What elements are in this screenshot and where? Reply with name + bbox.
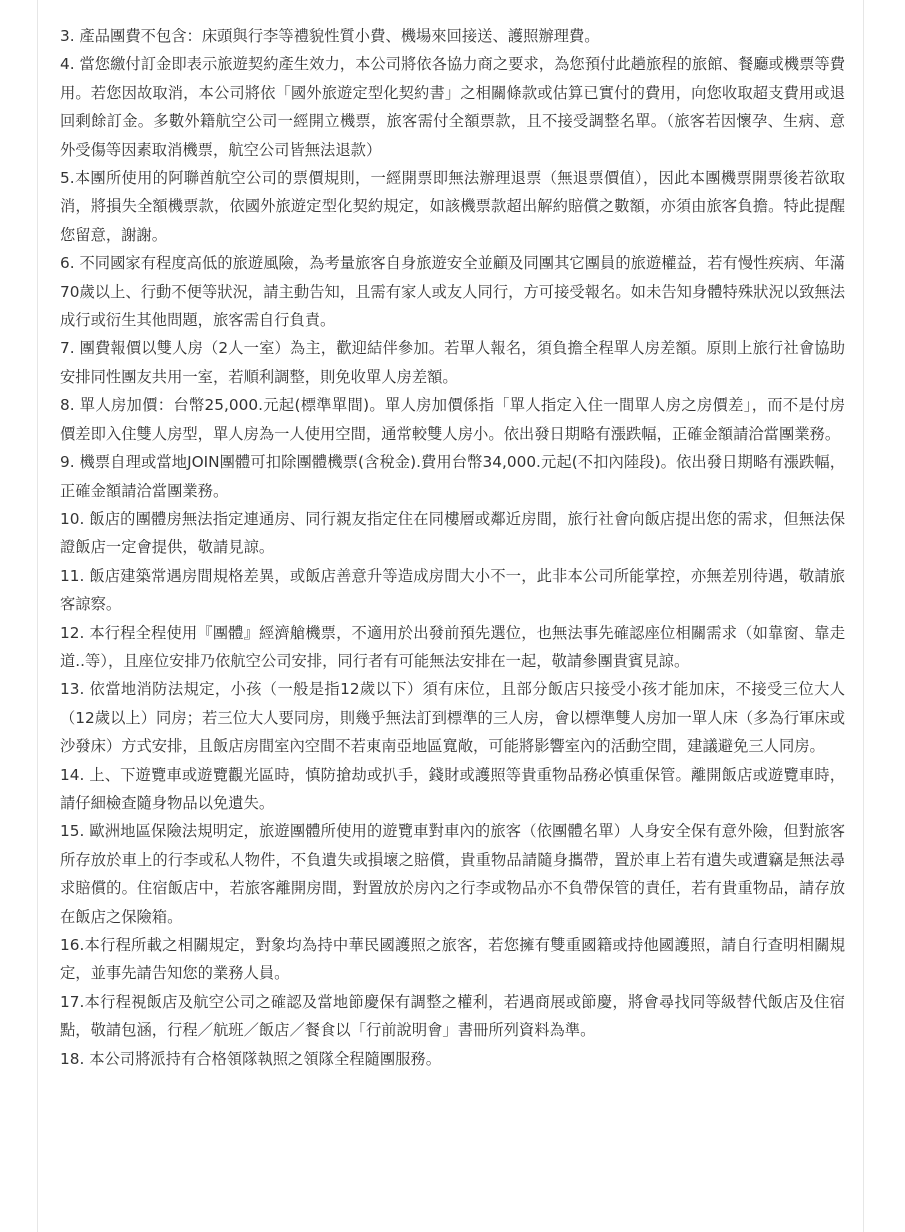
note-item-9: 9. 機票自理或當地JOIN團體可扣除團體機票(含稅金).費用台幣34,000.元起(不扣內陸段)。依出發日期略有漲跌幅，正確金額請洽當團業務。: [60, 453, 845, 500]
note-item-16: 16.本行程所載之相關規定，對象均為持中華民國護照之旅客，若您擁有雙重國籍或持他國護照，請自行查明相關規定，並事先請告知您的業務人員。: [60, 936, 845, 983]
note-item-11: 11. 飯店建築常遇房間規格差異，或飯店善意升等造成房間大小不一，此非本公司所能掌控，亦無差別待遇，敬請旅客諒察。: [60, 566, 845, 614]
note-item-14: 14. 上、下遊覽車或遊覽觀光區時，慎防搶劫或扒手，錢財或護照等貴重物品務必慎重保管。離開飯店或遊覽車時，請仔細檢查隨身物品以免遺失。: [60, 765, 845, 812]
note-item-3: 3. 產品團費不包含：床頭與行李等禮貌性質小費、機場來回接送、護照辦理費。: [60, 27, 600, 45]
note-item-15: 15. 歐洲地區保險法規明定，旅遊團體所使用的遊覽車對車內的旅客（依團體名單）人身安全保有意外險，但對旅客所存放於車上的行李或私人物件，不負遺失或損壞之賠償，貴重物品請隨身攜帶，置於車上若有遺失或遭竊是無法尋求賠償的。住宿飯店中，若旅客離開房間，對置放於房內之行李或物品亦不負帶保管的責任，若有貴重物品，請存放在飯店之保險箱。: [60, 822, 845, 926]
note-item-6: 6. 不同國家有程度高低的旅遊風險，為考量旅客自身旅遊安全並顧及同團其它團員的旅遊權益，若有慢性疾病、年滿70歲以上、行動不便等狀況，請主動告知，且需有家人或友人同行，方可接受報名。如未告知身體特殊狀況以致無法成行或衍生其他問題，旅客需自行負責。: [60, 254, 845, 330]
note-item-4: 4. 當您繳付訂金即表示旅遊契約產生效力，本公司將依各協力商之要求，為您預付此趟旅程的旅館、餐廳或機票等費用。若您因故取消，本公司將依「國外旅遊定型化契約書」之相關條款或估算已實付的費用，向您收取超支費用或退回剩餘訂金。多數外籍航空公司一經開立機票，旅客需付全額票款，且不接受調整名單。（旅客若因懷孕、生病、意外受傷等因素取消機票，航空公司皆無法退款）: [60, 55, 845, 159]
note-item-12: 12. 本行程全程使用『團體』經濟艙機票，不適用於出發前預先選位，也無法事先確認座位相關需求（如靠窗、靠走道..等），且座位安排乃依航空公司安排，同行者有可能無法安排在一起，敬請參團貴賓見諒。: [60, 623, 845, 670]
note-item-13: 13. 依當地消防法規定，小孩（一般是指12歲以下）須有床位，且部分飯店只接受小孩才能加床，不接受三位大人（12歲以上）同房；若三位大人要同房，則幾乎無法訂到標準的三人房，會以標準雙人房加一單人床（多為行軍床或沙發床）方式安排，且飯店房間室內空間不若東南亞地區寬敞，可能將影響室內的活動空間，建議避免三人同房。: [60, 680, 845, 756]
note-item-8: 8. 單人房加價：台幣25,000.元起(標準單間)。單人房加價係指「單人指定入住一間單人房之房價差」，而不是付房價差即入住雙人房型，單人房為一人使用空間，通常較雙人房小。依出發日期略有漲跌幅，正確金額請洽當團業務。: [60, 396, 845, 443]
note-item-5: 5.本團所使用的阿聯酋航空公司的票價規則，一經開票即無法辦理退票（無退票價值），因此本團機票開票後若欲取消，將損失全額機票款，依國外旅遊定型化契約規定，如該機票款超出解約賠償之數額，亦須由旅客負擔。特此提醒您留意，謝謝。: [60, 169, 845, 244]
note-item-7: 7. 團費報價以雙人房（2人一室）為主，歡迎結伴參加。若單人報名，須負擔全程單人房差額。原則上旅行社會協助安排同性團友共用一室，若順利調整，則免收單人房差額。: [60, 339, 845, 386]
note-item-17: 17.本行程視飯店及航空公司之確認及當地節慶保有調整之權利，若遇商展或節慶，將會尋找同等級替代飯店及住宿點，敬請包涵，行程／航班／飯店／餐食以「行前說明會」書冊所列資料為準。: [60, 992, 845, 1040]
note-item-10: 10. 飯店的團體房無法指定連通房、同行親友指定住在同樓層或鄰近房間，旅行社會向飯店提出您的需求，但無法保證飯店一定會提供，敬請見諒。: [60, 509, 845, 557]
travel-notes-list: [60, 22, 845, 1073]
note-item-18: 18. 本公司將派持有合格領隊執照之領隊全程隨團服務。: [60, 1049, 442, 1068]
